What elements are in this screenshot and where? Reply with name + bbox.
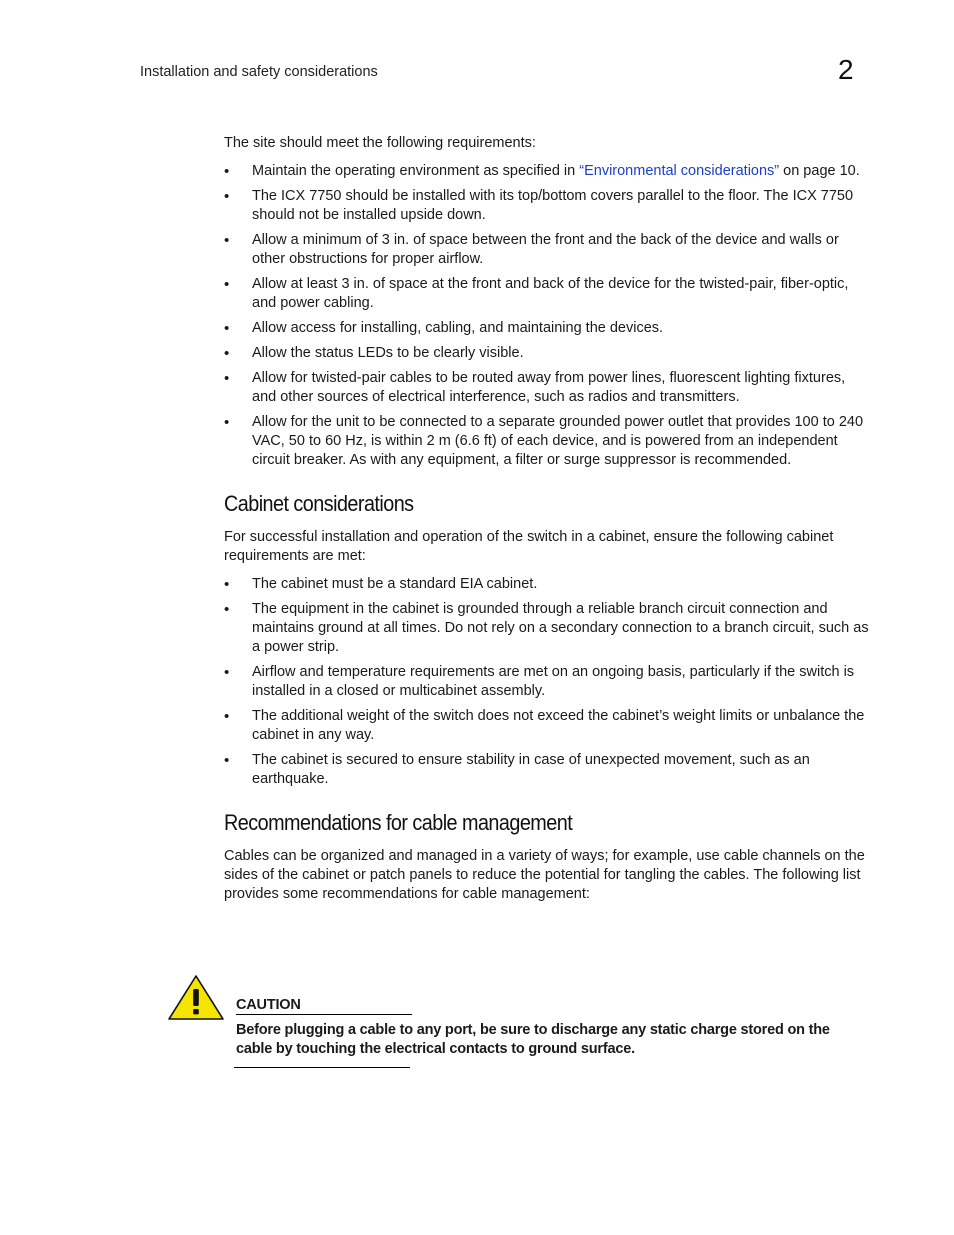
list-item-text: Maintain the operating environment as specified in [252,163,580,179]
list-item: • Airflow and temperature requirements are met on an ongoing basis, particularly if the switch is installed in a closed or multicabinet assembly. [224,663,870,701]
cabinet-intro: For successful installation and operation of the switch in a cabinet, ensure the following cabinet requirements are met: [224,529,834,564]
list-item: • The equipment in the cabinet is grounded through a reliable branch circuit connection and maintains ground at all times. Do not rely on a secondary connection to a branch circuit, such as a power strip. [224,600,870,657]
cable-management-heading: Recommendations for cable management [224,810,573,835]
site-requirements-intro: The site should meet the following requirements: [224,135,536,151]
list-item: • The additional weight of the switch does not exceed the cabinet’s weight limits or unbalance the cabinet in any way. [224,707,870,745]
list-item: • Allow the status LEDs to be clearly visible. [224,344,870,363]
list-item [224,162,870,181]
cabinet-requirements-list [224,575,870,789]
list-item: • Allow access for installing, cabling, and maintaining the devices. [224,319,870,338]
list-item: • The cabinet must be a standard EIA cabinet. [224,575,870,594]
page-content [224,134,870,904]
list-item: • The cabinet is secured to ensure stability in case of unexpected movement, such as an earthquake. [224,751,870,789]
chapter-number: 2 [838,54,854,85]
caution-text: Before plugging a cable to any port, be sure to discharge any static charge stored on the cable by touching the electrical contacts to ground surface. [236,1022,830,1057]
environmental-considerations-link[interactable]: “Environmental considerations” [579,163,780,179]
list-item: • Allow a minimum of 3 in. of space between the front and the back of the device and walls or other obstructions for proper airflow. [224,231,870,269]
caution-divider [234,1067,410,1068]
cabinet-considerations-heading: Cabinet considerations [224,491,414,516]
running-header: Installation and safety considerations [140,64,378,80]
caution-label: CAUTION [236,997,412,1015]
list-item: • Allow at least 3 in. of space at the front and back of the device for the twisted-pair, fiber-optic, and power cabling. [224,275,870,313]
site-requirements-list [224,162,870,470]
list-item: • The ICX 7750 should be installed with its top/bottom covers parallel to the floor. The ICX 7750 should not be installed upside down. [224,187,870,225]
list-item: • Allow for twisted-pair cables to be routed away from power lines, fluorescent lighting fixtures, and other sources of electrical interference, such as radios and transmitters. [224,369,870,407]
list-item-text: on page 10. [779,163,860,179]
cable-management-intro: Cables can be organized and managed in a variety of ways; for example, use cable channels on the sides of the cabinet or patch panels to reduce the potential for tangling the cables. The following list provides some recommendations for cable management: [224,848,865,902]
warning-triangle-icon [168,975,224,1021]
list-item: • Allow for the unit to be connected to a separate grounded power outlet that provides 100 to 240 VAC, 50 to 60 Hz, is within 2 m (6.6 ft) of each device, and is powered from an independent circuit breaker. As with any equipment, a filter or surge suppressor is recommended. [224,413,870,470]
